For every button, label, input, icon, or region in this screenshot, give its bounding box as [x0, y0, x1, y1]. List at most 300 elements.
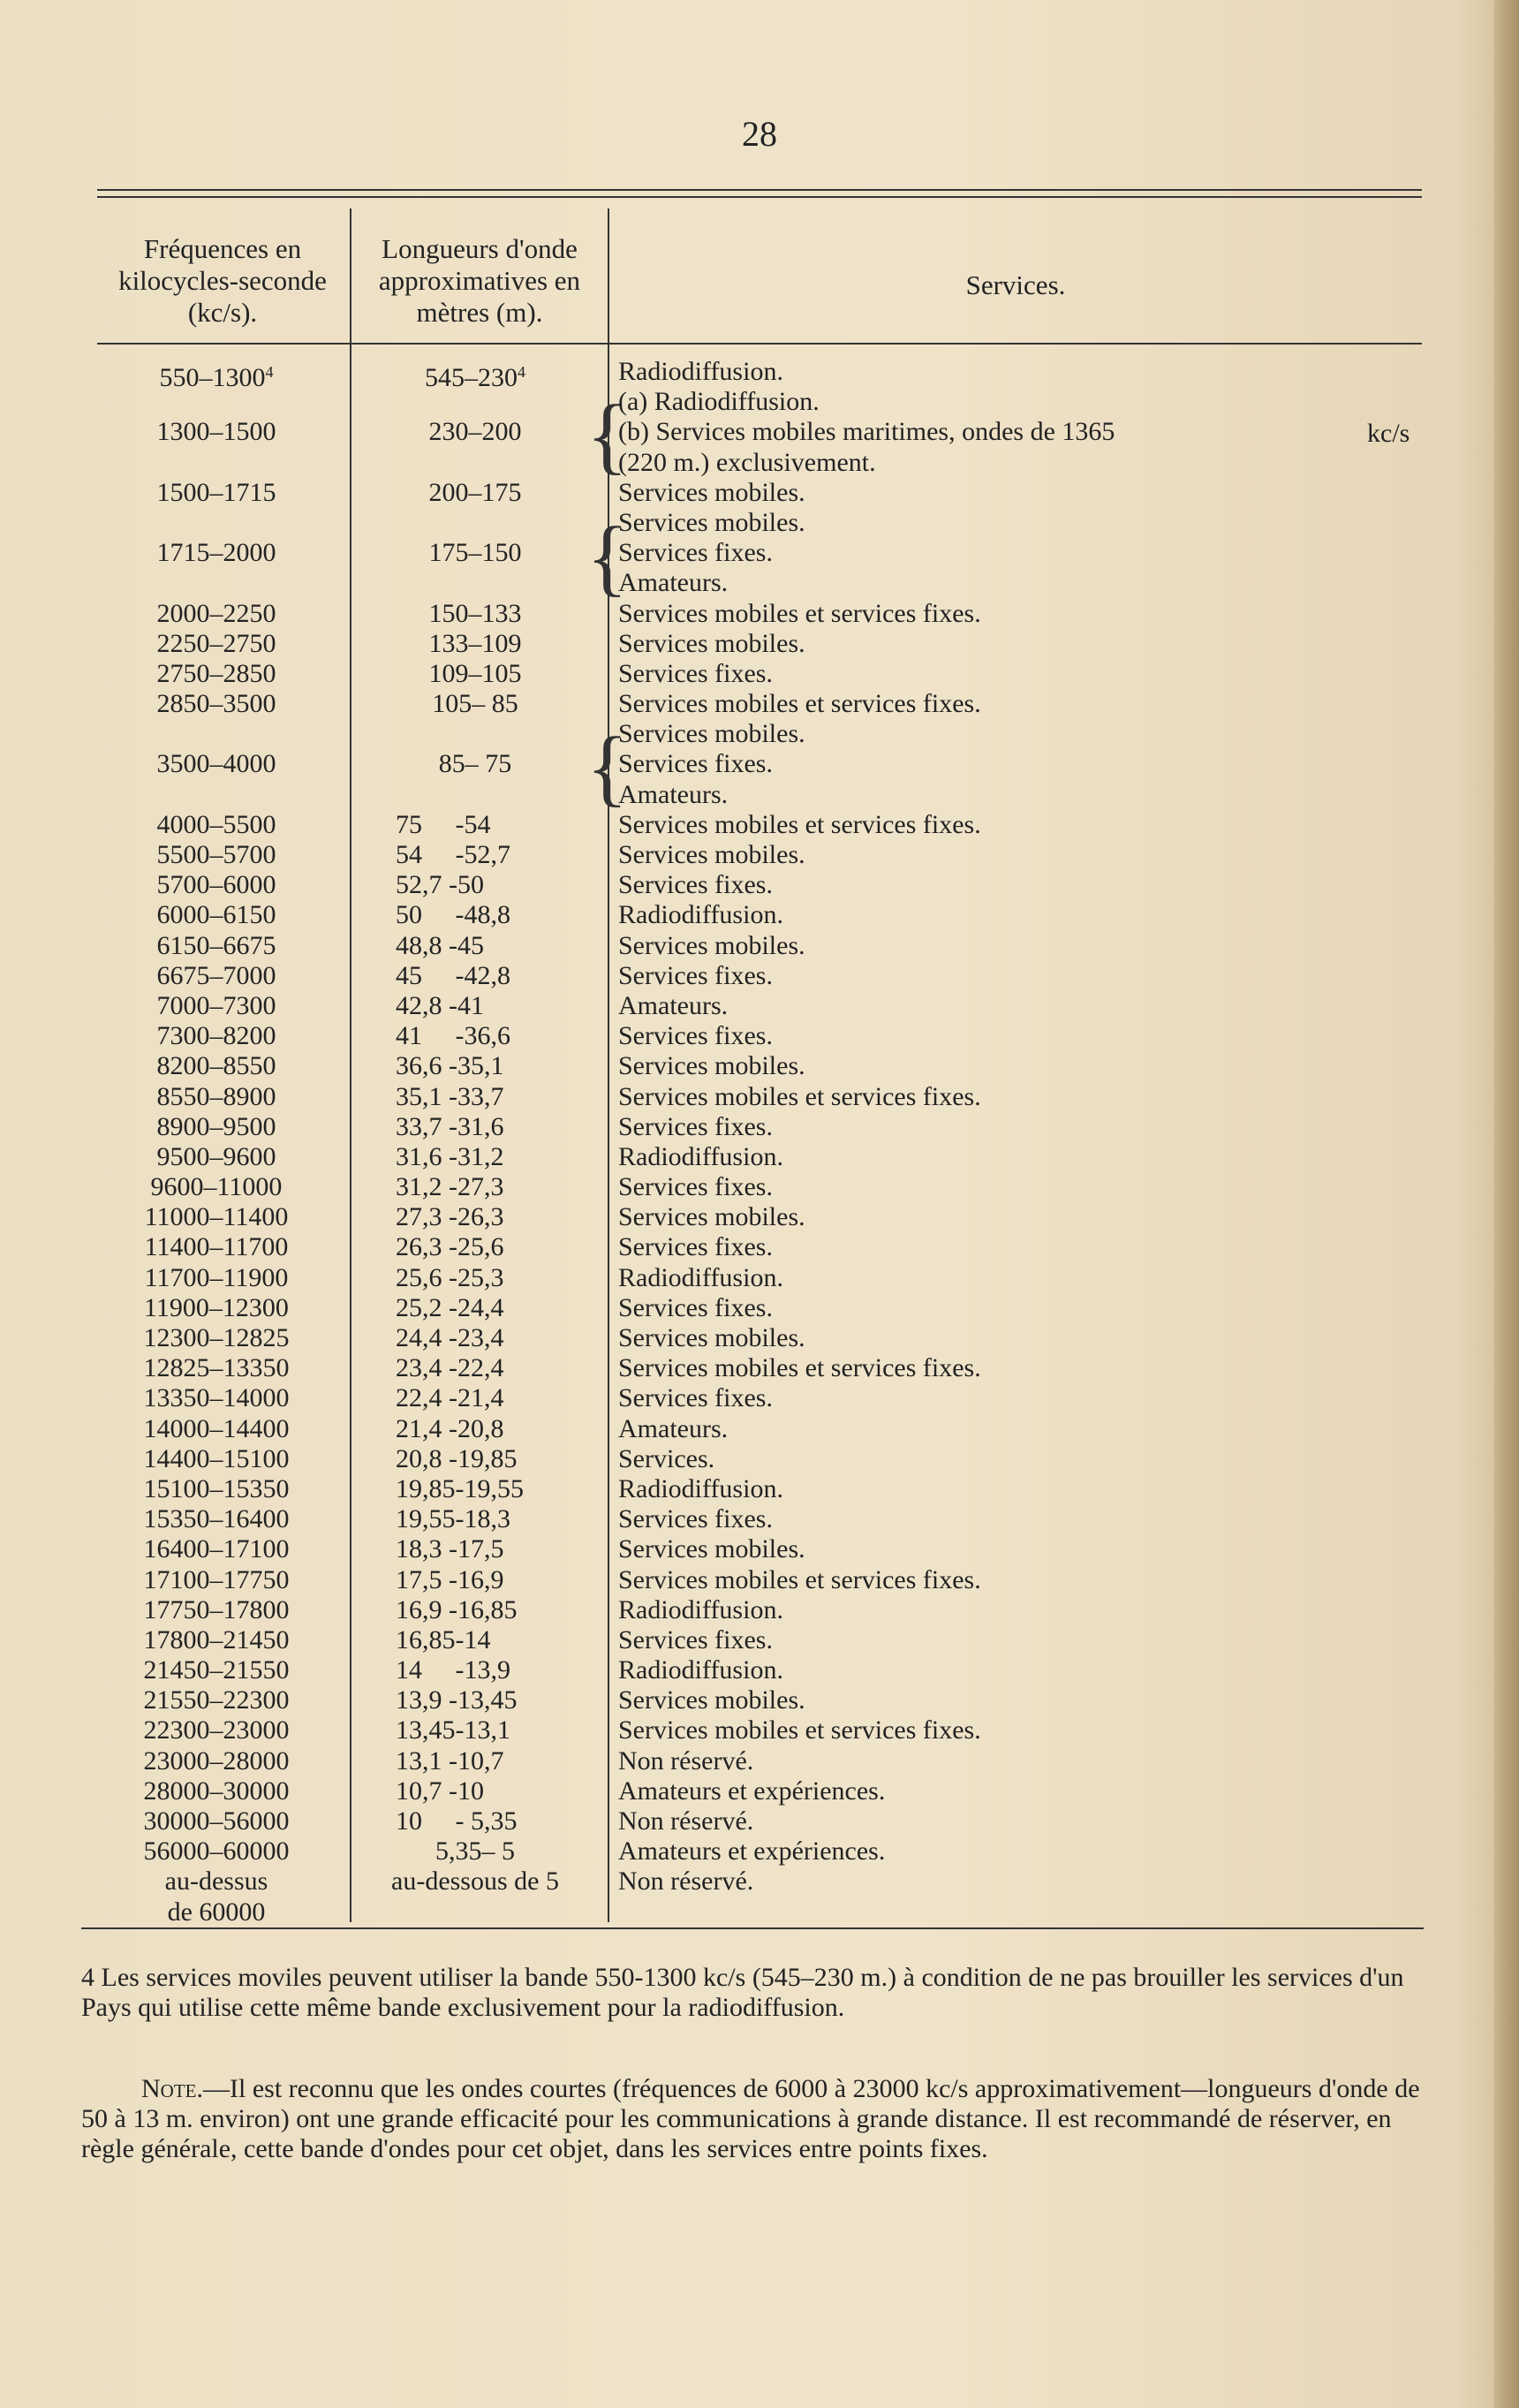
wavelength-cell	[396, 900, 643, 930]
wavelength-value: 17,5 -16,9	[396, 1564, 504, 1594]
frequency-cell	[88, 629, 344, 659]
wavelength-value: 31,2 -27,3	[396, 1172, 504, 1202]
frequency-value: 11400–11700	[144, 1232, 289, 1262]
frequency-cell	[88, 991, 344, 1021]
frequency-cell	[88, 1715, 344, 1745]
table-row	[0, 1534, 1519, 1564]
frequency-cell	[88, 1867, 344, 1897]
frequency-cell	[88, 1021, 344, 1051]
wavelength-value: 200–175	[428, 477, 522, 507]
wavelength-value: 18,3 -17,5	[396, 1534, 504, 1564]
table-row	[0, 1112, 1519, 1142]
service-cell: Services mobiles et services fixes.	[618, 1715, 981, 1745]
brace-1300-1500: {	[586, 388, 629, 483]
table-row	[0, 1414, 1519, 1444]
wavelength-cell	[343, 417, 608, 447]
wavelength-value: 14 -13,9	[396, 1655, 510, 1685]
wavelength-value: 22,4 -21,4	[396, 1383, 504, 1413]
frequency-cell	[88, 1625, 344, 1655]
table-row	[0, 1836, 1519, 1867]
frequency-value: 6675–7000	[156, 960, 276, 990]
table-row	[0, 629, 1519, 659]
table-row	[0, 448, 1519, 478]
wavelength-value: 175–150	[428, 538, 522, 568]
frequency-value: 28000–30000	[143, 1776, 290, 1806]
frequency-value: 14400–15100	[143, 1443, 290, 1473]
wavelength-cell	[396, 1595, 643, 1625]
table-row	[0, 357, 1519, 392]
table-row	[0, 840, 1519, 870]
frequency-cell	[88, 1504, 344, 1534]
frequency-value: 14000–14400	[143, 1413, 290, 1443]
wavelength-value: 24,4 -23,4	[396, 1323, 504, 1352]
frequency-cell	[88, 1836, 344, 1867]
frequency-value: 8550–8900	[156, 1081, 276, 1111]
frequency-cell	[88, 689, 344, 719]
wavelength-cell	[396, 931, 643, 961]
frequency-cell	[88, 1776, 344, 1806]
frequency-value: 17800–21450	[143, 1624, 290, 1655]
frequency-value: 2750–2850	[156, 658, 276, 688]
table-row	[0, 1383, 1519, 1413]
wavelength-cell	[396, 1685, 643, 1715]
table-row	[0, 1685, 1519, 1715]
frequency-cell	[88, 1474, 344, 1504]
wavelength-value: 10,7 -10	[396, 1776, 484, 1806]
frequency-value: 9500–9600	[156, 1141, 276, 1171]
note-paragraph	[81, 2074, 1424, 2164]
wavelength-value: 230–200	[428, 417, 522, 447]
service-cell: Services.	[618, 1443, 715, 1473]
table-row	[0, 931, 1519, 961]
frequency-value: 9600–11000	[150, 1172, 283, 1202]
footnote-text: 4 Les services moviles peuvent utiliser la bande 550-1300 kc/s (545–230 m.) à condition de ne pas brouiller les services d'un Pays qui utilise cette même bande exclusivement pour la radiodiffusion.	[81, 1963, 1404, 2022]
wavelength-value: 31,6 -31,2	[396, 1141, 504, 1171]
service-cell: Services fixes.	[618, 1624, 773, 1655]
frequency-value: 7000–7300	[156, 990, 276, 1020]
wavelength-cell	[396, 1051, 643, 1081]
service-cell: Services mobiles et services fixes.	[618, 1081, 981, 1111]
table-row	[0, 1625, 1519, 1655]
frequency-cell	[88, 1806, 344, 1836]
wavelength-value: 42,8 -41	[396, 990, 484, 1020]
table-row	[0, 991, 1519, 1021]
frequency-value: 11700–11900	[144, 1262, 289, 1292]
wavelength-cell	[396, 1474, 643, 1504]
wavelength-cell	[396, 1172, 643, 1202]
frequency-cell	[88, 1263, 344, 1293]
table-row	[0, 1082, 1519, 1112]
wavelength-cell	[396, 1806, 643, 1836]
wavelength-value: 45 -42,8	[396, 960, 510, 990]
frequency-value: 1500–1715	[156, 477, 276, 507]
service-cell: Services mobiles et services fixes.	[618, 598, 981, 628]
table-row	[0, 508, 1519, 538]
frequency-value: 1715–2000	[156, 538, 276, 568]
wavelength-value: 27,3 -26,3	[396, 1202, 504, 1232]
wavelength-cell	[343, 599, 608, 629]
wavelength-cell	[343, 1836, 608, 1867]
service-cell: Services fixes.	[618, 1504, 773, 1534]
wavelength-value: 105– 85	[432, 689, 518, 719]
table-row	[0, 810, 1519, 840]
table-row	[0, 417, 1519, 447]
bottom-rule	[81, 1927, 1424, 1929]
frequency-cell	[88, 961, 344, 991]
wavelength-cell	[396, 1323, 643, 1353]
table-row	[0, 749, 1519, 779]
frequency-value: 1300–1500	[156, 417, 276, 447]
service-cell: Radiodiffusion.	[618, 1473, 783, 1503]
wavelength-value: 133–109	[428, 628, 522, 658]
frequency-value: 16400–17100	[143, 1534, 290, 1564]
frequency-value: 15100–15350	[143, 1473, 290, 1503]
wavelength-cell	[396, 1142, 643, 1172]
wavelength-cell	[396, 1444, 643, 1474]
frequency-cell	[88, 810, 344, 840]
service-cell: Amateurs.	[618, 1413, 729, 1443]
service-cell: Services mobiles.	[618, 1051, 805, 1081]
service-cell: Services mobiles.	[618, 930, 805, 960]
frequency-value: 8900–9500	[156, 1111, 276, 1141]
frequency-cell	[88, 599, 344, 629]
service-cell: Radiodiffusion.	[618, 900, 783, 930]
frequency-cell	[88, 1534, 344, 1564]
table-row	[0, 1172, 1519, 1202]
frequency-value: 6150–6675	[156, 930, 276, 960]
frequency-cell	[88, 1746, 344, 1776]
service-cell: Radiodiffusion.	[618, 357, 783, 386]
wavelength-cell	[396, 1082, 643, 1112]
frequency-value: 8200–8550	[156, 1051, 276, 1081]
service-cell: Services mobiles.	[618, 507, 805, 537]
table-row	[0, 1444, 1519, 1474]
frequency-value: 17100–17750	[143, 1564, 290, 1594]
table-row	[0, 1897, 1519, 1927]
wavelength-cell	[396, 1565, 643, 1595]
frequency-value: 2000–2250	[156, 598, 276, 628]
service-cell: Services fixes.	[618, 538, 773, 568]
wavelength-value: 35,1 -33,7	[396, 1081, 504, 1111]
wavelength-cell	[396, 1534, 643, 1564]
wavelength-cell	[396, 1625, 643, 1655]
wavelength-cell	[396, 870, 643, 900]
note-text: —Il est reconnu que les ondes courtes (fréquences de 6000 à 23000 kc/s approximativement—longueurs d'onde de 50 à 13 m. environ) ont une grande efficacité pour les communications à grande distance. Il est recommandé de réserver, en règle générale, cette bande d'ondes pour cet objet, dans les services entre points fixes.	[81, 2074, 1420, 2163]
wavelength-cell	[396, 1202, 643, 1232]
table-row	[0, 1595, 1519, 1625]
header-frequencies: Fréquences en kilocycles-seconde (kc/s).	[118, 233, 327, 328]
wavelength-value: 13,9 -13,45	[396, 1685, 518, 1715]
service-cell: Amateurs et expériences.	[618, 1836, 886, 1867]
frequency-value: 11900–12300	[144, 1292, 289, 1322]
wavelength-value: 19,55-18,3	[396, 1504, 510, 1534]
wavelength-value: 23,4 -22,4	[396, 1353, 504, 1383]
wavelength-cell	[396, 991, 643, 1021]
frequency-cell	[88, 1172, 344, 1202]
wavelength-value: 25,6 -25,3	[396, 1262, 504, 1292]
frequency-cell	[88, 1444, 344, 1474]
service-cell: Services fixes.	[618, 1021, 773, 1051]
service-cell: Services mobiles.	[618, 719, 805, 749]
service-cell: Services fixes.	[618, 870, 773, 900]
frequency-cell	[88, 1595, 344, 1625]
frequency-cell	[88, 900, 344, 930]
page-number: 28	[742, 114, 777, 154]
wavelength-value: 85– 75	[438, 749, 512, 779]
service-cell: (b) Services mobiles maritimes, ondes de 1365	[618, 417, 1115, 447]
frequency-cell	[88, 1655, 344, 1685]
table-row	[0, 870, 1519, 900]
service-cell: Services fixes.	[618, 749, 773, 779]
wavelength-cell	[396, 840, 643, 870]
brace-3500-4000: {	[586, 720, 629, 815]
table-row	[0, 1232, 1519, 1262]
frequency-value: au-dessus	[164, 1867, 268, 1897]
service-cell: Non réservé.	[618, 1806, 754, 1836]
frequency-value: 11000–11400	[144, 1202, 289, 1232]
frequency-value: 56000–60000	[143, 1836, 290, 1867]
wavelength-value: 20,8 -19,85	[396, 1443, 518, 1473]
table-row	[0, 1293, 1519, 1323]
frequency-cell	[88, 659, 344, 689]
frequency-value: 5500–5700	[156, 840, 276, 869]
wavelength-value: 50 -48,8	[396, 900, 510, 930]
frequency-cell	[88, 840, 344, 870]
frequency-value: 12300–12825	[143, 1323, 290, 1352]
service-cell: (220 m.) exclusivement.	[618, 447, 876, 477]
service-cell: Services mobiles.	[618, 628, 805, 658]
service-cell: Radiodiffusion.	[618, 1594, 783, 1624]
service-cell: Services mobiles et services fixes.	[618, 809, 981, 839]
frequency-cell	[88, 931, 344, 961]
wavelength-value: 109–105	[428, 658, 522, 688]
service-cell: Services mobiles.	[618, 1685, 805, 1715]
wavelength-value: 19,85-19,55	[396, 1473, 524, 1503]
wavelength-value: 5,35– 5	[435, 1836, 515, 1867]
wavelength-cell	[396, 1293, 643, 1323]
wavelength-cell	[396, 1383, 643, 1413]
service-cell: Radiodiffusion.	[618, 1262, 783, 1292]
service-cell: Radiodiffusion.	[618, 1141, 783, 1171]
frequency-value: 13350–14000	[143, 1383, 290, 1413]
wavelength-value: 41 -36,6	[396, 1021, 510, 1051]
frequency-value: 30000–56000	[143, 1806, 290, 1836]
wavelength-cell	[396, 1414, 643, 1444]
wavelength-value: 150–133	[428, 598, 522, 628]
frequency-cell	[88, 478, 344, 508]
service-cell: Services fixes.	[618, 1292, 773, 1322]
service-cell: Services fixes.	[618, 1383, 773, 1413]
footnote-marker: 4	[265, 363, 274, 381]
wavelength-value: 10 - 5,35	[396, 1806, 518, 1836]
table-row	[0, 1142, 1519, 1172]
table-row	[0, 1474, 1519, 1504]
service-cell: Services mobiles et services fixes.	[618, 1353, 981, 1383]
service-cell: Services fixes.	[618, 1111, 773, 1141]
frequency-value: 23000–28000	[143, 1745, 290, 1776]
top-rule	[97, 189, 1422, 191]
wavelength-cell	[396, 1715, 643, 1745]
table-row	[0, 780, 1519, 810]
frequency-value: 21550–22300	[143, 1685, 290, 1715]
frequency-cell	[88, 1897, 344, 1927]
service-cell: (a) Radiodiffusion.	[618, 387, 820, 417]
frequency-cell	[88, 1051, 344, 1081]
table-row	[0, 900, 1519, 930]
frequency-cell	[88, 1353, 344, 1383]
table-row	[0, 1806, 1519, 1836]
footnote-marker: 4	[518, 363, 525, 381]
wavelength-cell	[396, 1776, 643, 1806]
frequency-value: 22300–23000	[143, 1715, 290, 1745]
service-cell: Services mobiles.	[618, 1323, 805, 1352]
service-cell: Services mobiles.	[618, 840, 805, 869]
wavelength-value: 52,7 -50	[396, 870, 484, 900]
frequency-cell	[88, 749, 344, 779]
wavelength-cell	[343, 629, 608, 659]
table-row	[0, 1021, 1519, 1051]
frequency-value: 2850–3500	[156, 689, 276, 719]
wavelength-cell	[396, 810, 643, 840]
wavelength-cell	[343, 1867, 608, 1897]
wavelength-cell	[343, 689, 608, 719]
frequency-cell	[88, 1414, 344, 1444]
service-cell: Services mobiles et services fixes.	[618, 689, 981, 719]
wavelength-value: 54 -52,7	[396, 840, 510, 869]
wavelength-value: 75 -54	[396, 809, 491, 839]
footnote	[81, 1963, 1424, 2023]
frequency-cell	[88, 1232, 344, 1262]
table-row	[0, 1263, 1519, 1293]
service-cell: Services fixes.	[618, 658, 773, 688]
service-cell: Services mobiles.	[618, 477, 805, 507]
frequency-value: 4000–5500	[156, 809, 276, 839]
wavelength-cell	[396, 1746, 643, 1776]
wavelength-cell	[343, 659, 608, 689]
table-row	[0, 1565, 1519, 1595]
wavelength-cell	[343, 538, 608, 568]
service-cell: Amateurs.	[618, 990, 729, 1020]
wavelength-value: 26,3 -25,6	[396, 1232, 504, 1262]
table-row	[0, 1051, 1519, 1081]
service-cell: Services mobiles.	[618, 1202, 805, 1232]
service-cell: Services mobiles et services fixes.	[618, 1564, 981, 1594]
table-row	[0, 1746, 1519, 1776]
service-cell: Non réservé.	[618, 1745, 754, 1776]
service-cell: Amateurs.	[618, 779, 729, 809]
frequency-cell	[88, 1202, 344, 1232]
wavelength-cell	[343, 478, 608, 508]
wavelength-value: au-dessous de 5	[391, 1867, 559, 1897]
table-row	[0, 961, 1519, 991]
frequency-value: 7300–8200	[156, 1021, 276, 1051]
frequency-value: 15350–16400	[143, 1504, 290, 1534]
wavelength-value: 13,45-13,1	[396, 1715, 510, 1745]
frequency-value: 6000–6150	[156, 900, 276, 930]
table-row	[0, 538, 1519, 568]
table-row	[0, 1323, 1519, 1353]
frequency-value: 21450–21550	[143, 1655, 290, 1685]
wavelength-value: 48,8 -45	[396, 930, 484, 960]
service-cell: Services fixes.	[618, 960, 773, 990]
top-rule-2	[97, 196, 1422, 198]
frequency-cell	[88, 1383, 344, 1413]
frequency-cell	[88, 1142, 344, 1172]
service-cell: Non réservé.	[618, 1867, 754, 1897]
frequency-cell	[88, 870, 344, 900]
frequency-cell	[88, 1293, 344, 1323]
frequency-cell	[88, 1112, 344, 1142]
frequency-cell	[88, 1685, 344, 1715]
wavelength-cell	[396, 1112, 643, 1142]
frequency-cell	[88, 1323, 344, 1353]
wavelength-value: 33,7 -31,6	[396, 1111, 504, 1141]
wavelength-cell	[343, 749, 608, 779]
frequency-cell	[88, 538, 344, 568]
table-row	[0, 387, 1519, 417]
table-row	[0, 1504, 1519, 1534]
brace-1715-2000: {	[586, 510, 629, 605]
note-label: Note.	[141, 2074, 203, 2103]
wavelength-cell	[396, 961, 643, 991]
kcs-unit-note: kc/s	[1367, 419, 1410, 448]
frequency-value: 12825–13350	[143, 1353, 290, 1383]
table-row	[0, 689, 1519, 719]
frequency-cell	[88, 1082, 344, 1112]
frequency-value: 5700–6000	[156, 870, 276, 900]
table-row	[0, 599, 1519, 629]
table-row	[0, 478, 1519, 508]
frequency-cell	[88, 417, 344, 447]
table-row	[0, 1353, 1519, 1383]
frequency-cell	[88, 1565, 344, 1595]
service-cell: Services fixes.	[618, 1232, 773, 1262]
frequency-value: 17750–17800	[143, 1594, 290, 1624]
wavelength-cell	[396, 1353, 643, 1383]
frequency-value: 3500–4000	[156, 749, 276, 779]
table-row	[0, 719, 1519, 749]
table-row	[0, 1715, 1519, 1745]
table-row	[0, 1202, 1519, 1232]
service-cell: Amateurs et expériences.	[618, 1776, 886, 1806]
wavelength-value: 545–230	[425, 363, 518, 392]
header-wavelengths: Longueurs d'onde approximatives en mètres (m).	[378, 233, 581, 328]
table-row	[0, 1776, 1519, 1806]
wavelength-value: 16,85-14	[396, 1624, 491, 1655]
wavelength-value: 21,4 -20,8	[396, 1413, 504, 1443]
wavelength-value: 25,2 -24,4	[396, 1292, 504, 1322]
table-row	[0, 568, 1519, 598]
wavelength-cell	[396, 1021, 643, 1051]
wavelength-cell	[396, 1232, 643, 1262]
table-row	[0, 1867, 1519, 1897]
frequency-value: 550–1300	[159, 363, 266, 392]
header-services: Services.	[965, 269, 1066, 300]
wavelength-cell	[396, 1263, 643, 1293]
wavelength-cell	[396, 1504, 643, 1534]
wavelength-value: 13,1 -10,7	[396, 1745, 504, 1776]
service-cell: Amateurs.	[618, 568, 729, 598]
wavelength-value: 36,6 -35,1	[396, 1051, 504, 1081]
table-row	[0, 659, 1519, 689]
wavelength-value: 16,9 -16,85	[396, 1594, 518, 1624]
service-cell: Radiodiffusion.	[618, 1655, 783, 1685]
service-cell: Services fixes.	[618, 1172, 773, 1202]
table-row	[0, 1655, 1519, 1685]
frequency-value: de 60000	[167, 1897, 266, 1927]
wavelength-cell	[396, 1655, 643, 1685]
frequency-value: 2250–2750	[156, 628, 276, 658]
